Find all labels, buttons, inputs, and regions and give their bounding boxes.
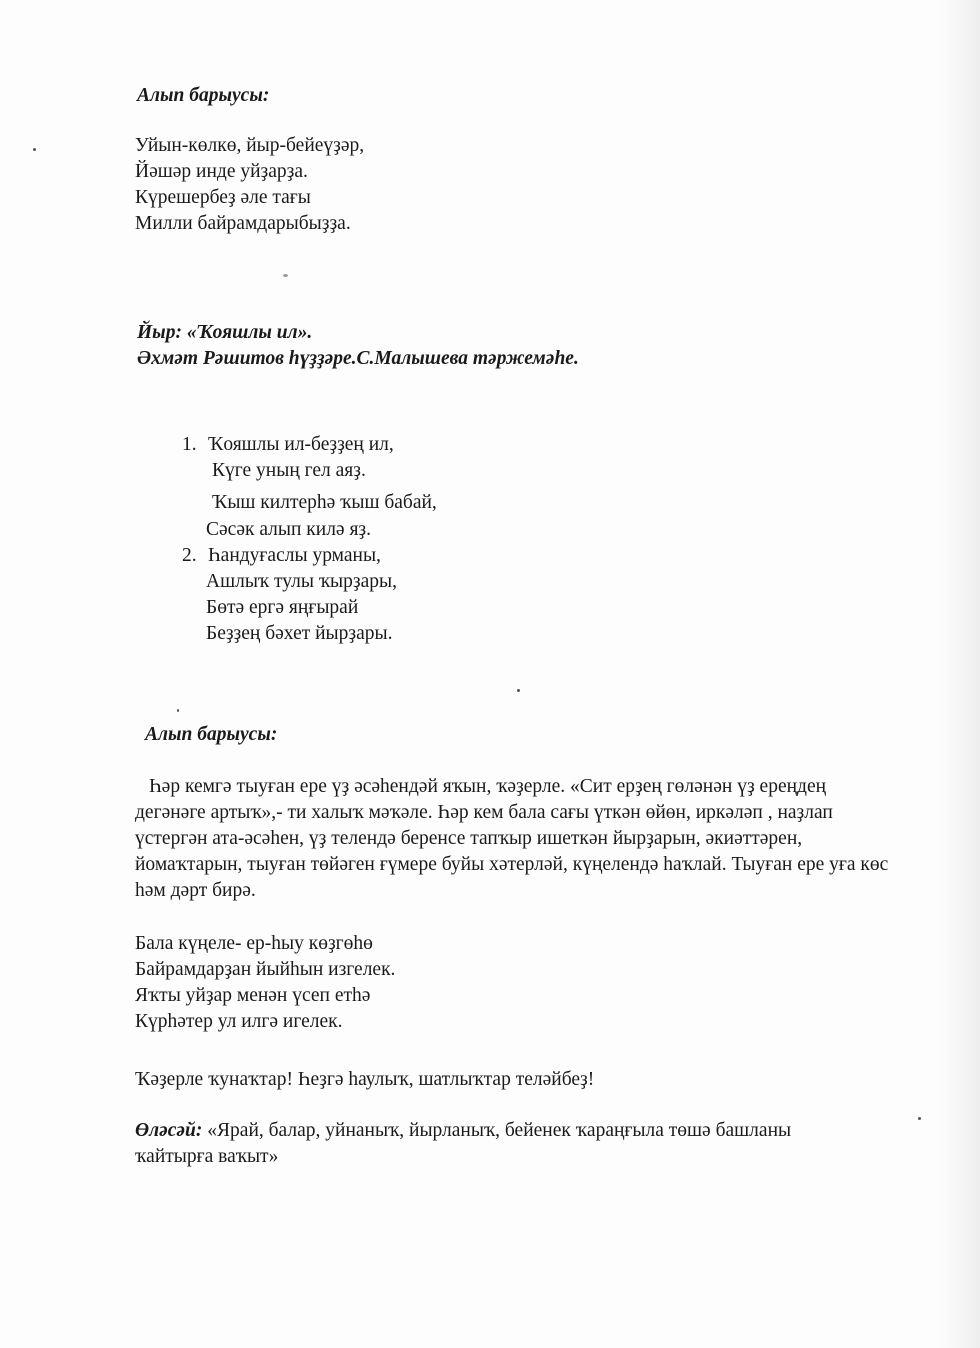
speaker-label: Өләсәй: <box>135 1120 203 1141</box>
verse-line: Милли байрамдарыбыҙҙа. <box>135 213 351 234</box>
scan-speck <box>283 274 288 277</box>
scan-speck <box>177 709 179 712</box>
verse-1-line: 1. Ҡояшлы ил-беҙҙең ил, <box>182 432 394 458</box>
verse-1-line: Күге уның гел аяҙ. <box>212 460 366 481</box>
closing-text: «Ярай, балар, уйнаныҡ, йырланыҡ, бейенек ҡараңғыла төшә башланы ҡайтырға ваҡыт» <box>135 1120 792 1167</box>
scan-edge-shadow <box>940 0 980 1348</box>
scan-speck <box>33 148 36 151</box>
verse-line: Уйын-көлкө, йыр-бейеүҙәр, <box>135 135 365 156</box>
song-title: Йыр: «Ҡояшлы ил». <box>137 322 313 343</box>
verse-line: Яҡты уйҙар менән үсеп етһә <box>135 985 371 1006</box>
verse-1-line: Сәсәк алып килә яҙ. <box>206 519 372 540</box>
greeting-line: Ҡәҙерле ҡунаҡтар! Һеҙгә һаулыҡ, шатлыҡтар теләйбеҙ! <box>135 1069 595 1090</box>
verse-2-line: Ашлыҡ тулы ҡырҙары, <box>206 571 397 592</box>
song-credit: Әхмәт Рәшитов һүҙҙәре.С.Малышева тәржемәһе. <box>137 348 579 369</box>
verse-line: Йәшәр инде уйҙарҙа. <box>135 161 308 182</box>
presenter-heading-1: Алып барыусы: <box>137 85 270 106</box>
verse-line: Бала күңеле- ер-һыу көҙгөһө <box>135 933 373 954</box>
narration-paragraph: Һәр кемгә тыуған ере үҙ әсәһендәй яҡын, ҡәҙерле. «Сит ерҙең гөләнән үҙ ереңдең дегәнәге артыҡ»,- ти халыҡ мәҡәле. Һәр кем бала сағы үткән өйөн, иркәләп , наҙлап үстергән ата-әсәһен, үҙ телендә беренсе тапҡыр ишеткән йырҙарын, әкиәттәрен, йомаҡтарын, тыуған төйәген ғүмере буйы хәтерләй, күңелендә һаҡлай. Тыуған ере уға көс һәм дәрт бирә. <box>135 776 889 901</box>
verse-line: Күрһәтер ул илгә игелек. <box>135 1011 343 1032</box>
closing-line <box>135 1118 835 1170</box>
verse-2-line: Бөтә ергә яңғырай <box>206 597 359 618</box>
verse-2-line: Беҙҙең бәхет йырҙары. <box>206 623 393 644</box>
scan-speck <box>918 1117 921 1120</box>
verse-line: Күрешербеҙ әле тағы <box>135 187 311 208</box>
scan-speck <box>517 689 520 692</box>
verse-number: 2. <box>182 545 197 566</box>
presenter-heading-2: Алып барыусы: <box>145 724 278 745</box>
verse-number: 1. <box>182 434 197 455</box>
verse-line: Байрамдарҙан йыйһын изгелек. <box>135 959 396 980</box>
verse-2-line: 2. Һандуғаслы урманы, <box>182 543 381 569</box>
verse-1-line: Ҡыш килтерһә ҡыш бабай, <box>212 492 437 513</box>
